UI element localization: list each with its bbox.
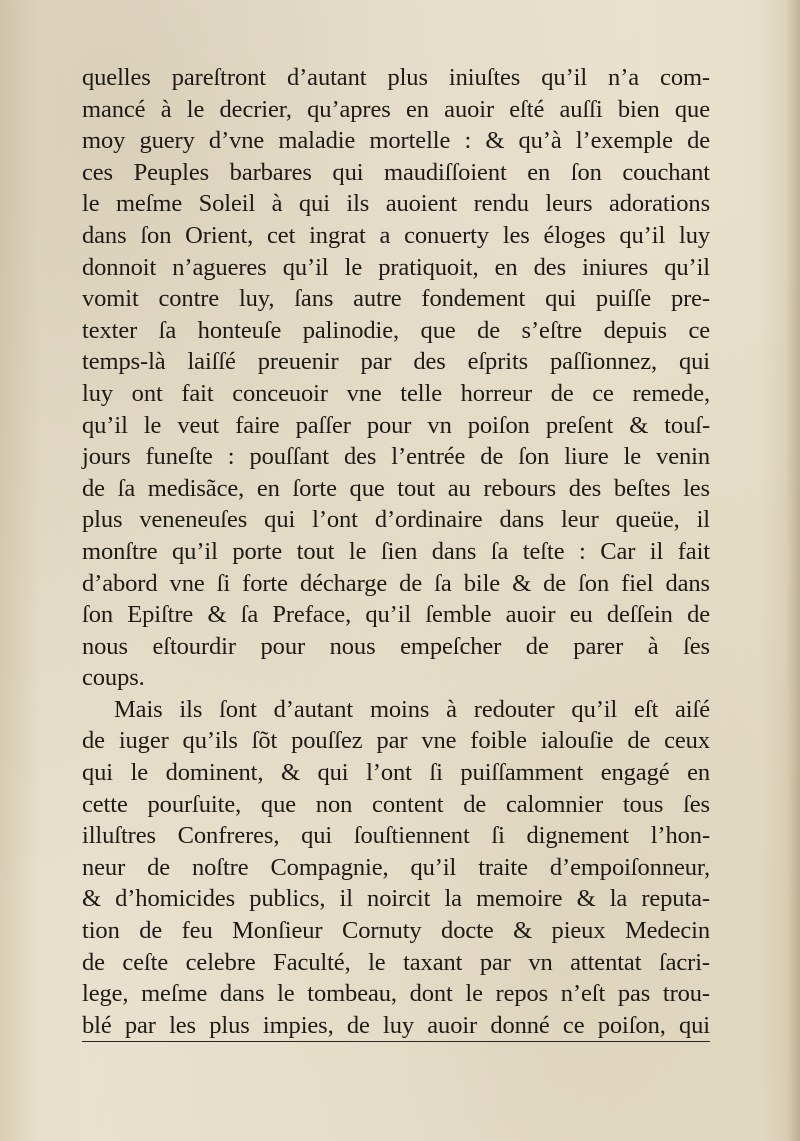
- text-line: nous eſtourdir pour nous empeſcher de parer à ſes: [82, 632, 710, 660]
- text-line: ces Peuples barbares qui maudiſſoient en ſon couchant: [82, 158, 710, 186]
- text-line: neur de noſtre Compagnie, qu’il traite d’empoiſonneur,: [82, 853, 710, 881]
- paragraph-end-line: coups.: [82, 664, 145, 692]
- text-line: luy ont fait conceuoir vne telle horreur de ce remede,: [82, 379, 710, 407]
- text-line: texter ſa honteuſe palinodie, que de s’eſtre depuis ce: [82, 316, 710, 344]
- text-line: lege, meſme dans le tombeau, dont le repos n’eſt pas trou-: [82, 980, 710, 1008]
- page-text-block: [82, 62, 710, 1042]
- text-line: qui le dominent, & qui l’ont ſi puiſſamment engagé en: [82, 759, 710, 787]
- text-line: d’abord vne ſi forte décharge de ſa bile & de ſon fiel dans: [82, 569, 710, 597]
- text-line: temps-là laiſſé preuenir par des eſprits paſſionnez, qui: [82, 348, 710, 376]
- text-line: donnoit n’agueres qu’il le pratiquoit, en des iniures qu’il: [82, 253, 710, 281]
- paragraph-start-line: Mais ils ſont d’autant moins à redouter qu’il eſt aiſé: [114, 695, 710, 723]
- text-line: quelles pareſtront d’autant plus iniuſtes qu’il n’a com-: [82, 64, 710, 91]
- text-line: plus veneneuſes qui l’ont d’ordinaire dans leur queüe, il: [82, 506, 710, 534]
- text-line: de iuger qu’ils ſõt pouſſez par vne foible ialouſie de ceux: [82, 727, 710, 755]
- text-line: dans ſon Orient, cet ingrat a conuerty les éloges qu’il luy: [82, 221, 710, 249]
- text-line: le meſme Soleil à qui ils auoient rendu leurs adorations: [82, 190, 710, 218]
- text-line: de ceſte celebre Faculté, le taxant par vn attentat ſacri-: [82, 948, 710, 976]
- text-line: de ſa medisãce, en ſorte que tout au rebours des beſtes les: [82, 474, 710, 502]
- text-line-last: blé par les plus impies, de luy auoir donné ce poiſon, qui: [82, 1010, 710, 1043]
- text-line: & d’homicides publics, il noircit la memoire & la reputa-: [82, 885, 710, 913]
- text-line: vomit contre luy, ſans autre fondement qui puiſſe pre-: [82, 285, 710, 313]
- text-line: ſon Epiſtre & ſa Preface, qu’il ſemble auoir eu deſſein de: [82, 601, 710, 629]
- text-line: cette pourſuite, que non content de calomnier tous ſes: [82, 790, 710, 818]
- text-line: tion de feu Monſieur Cornuty docte & pieux Medecin: [82, 917, 710, 945]
- text-line: moy guery d’vne maladie mortelle : & qu’à l’exemple de: [82, 127, 710, 155]
- text-line: mancé à le decrier, qu’apres en auoir eſté auſſi bien que: [82, 95, 710, 123]
- text-line: illuſtres Confreres, qui ſouſtiennent ſi dignement l’hon-: [82, 822, 710, 850]
- text-line: jours funeſte : pouſſant des l’entrée de ſon liure le venin: [82, 443, 710, 471]
- page-gutter-shadow: [786, 0, 800, 1141]
- text-line: monſtre qu’il porte tout le ſien dans ſa teſte : Car il fait: [82, 537, 710, 565]
- text-line: qu’il le veut faire paſſer pour vn poiſon preſent & touſ-: [82, 411, 710, 439]
